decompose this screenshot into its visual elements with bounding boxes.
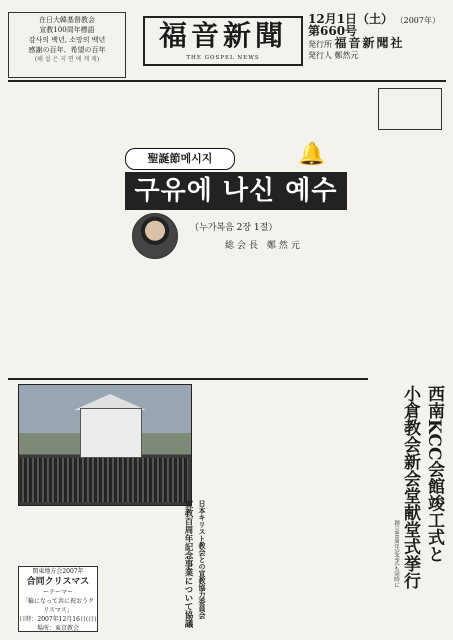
lead-headline: 구유에 나신 예수 [125, 172, 347, 210]
slogan-box [8, 12, 126, 78]
editor-name: 鄭然元 [334, 51, 359, 60]
article-column-upper-right [350, 84, 445, 374]
church-building [80, 408, 142, 458]
article-column-lower-right [296, 384, 388, 632]
slogan-line-1: 在日大韓基督教会 [39, 16, 95, 24]
slogan-line-5: (해 설 은 지 면 에 게 재) [34, 56, 100, 63]
issue-year: （2007年） [395, 16, 440, 25]
right-headline-b: 小倉教会新会堂献堂式挙行 [400, 385, 420, 589]
ad-theme-label: ーテーマー [42, 589, 73, 596]
article-column-top-center [125, 84, 347, 140]
right-subheadline: 創立80周年記念式も同時に [393, 520, 399, 588]
author-portrait [132, 213, 178, 259]
slogan-line-4: 感謝の百年、希望の百年 [28, 46, 106, 54]
article-column-lower-left [18, 508, 168, 562]
publisher-name: 福音新聞社 [334, 36, 405, 50]
congregation-crowd [20, 458, 188, 502]
christmas-event-ad [18, 566, 98, 632]
publisher-prefix: 発行所 [308, 40, 332, 49]
ad-date: 日時：2007年12月16日(日) [19, 616, 97, 623]
author-byline [225, 238, 303, 251]
top-rule [8, 80, 446, 82]
ad-place: 場所：東京教会 [36, 625, 79, 632]
scripture-reference: （누가복음 2장 1절） [190, 223, 278, 233]
ad-line-1: 関東地方会2007年 [32, 568, 84, 575]
christmas-message-tag: 聖誕節메시지 [125, 148, 235, 170]
article-column-bottom-left [102, 566, 172, 632]
bell-icon: 🔔 [298, 142, 326, 167]
middle-headline-b: 宣教百周年記念事業について協議 [183, 500, 193, 628]
newspaper-subtitle: THE GOSPEL NEWS [186, 55, 260, 61]
slogan-line-3: 감사의 백년, 소망의 백년 [28, 36, 106, 44]
issue-date: 12月1日（土） [308, 12, 394, 26]
newspaper-logo [143, 16, 303, 66]
article-column-mid [10, 262, 347, 374]
article-column-lower-center [210, 384, 294, 632]
middle-headline-a: 日本キリスト教会との宣教協力委員会 [198, 500, 207, 619]
slogan-line-2: 宣教100周年標語 [39, 26, 95, 34]
right-headline-a: 西南KCC会館竣工式と [424, 385, 444, 563]
editor-prefix: 発行人 [308, 51, 332, 60]
ad-title: 合同クリスマス [26, 577, 90, 587]
newspaper-title: 福音新聞 [158, 19, 287, 52]
ad-theme: 「輪になって共に祝おうクリスマス」 [21, 598, 94, 614]
middle-rule [8, 378, 368, 380]
author-name: 鄭然元 [266, 241, 303, 251]
issue-info [308, 14, 448, 61]
issue-number: 第660号 [308, 24, 358, 38]
author-title: 総会長 [225, 241, 262, 251]
